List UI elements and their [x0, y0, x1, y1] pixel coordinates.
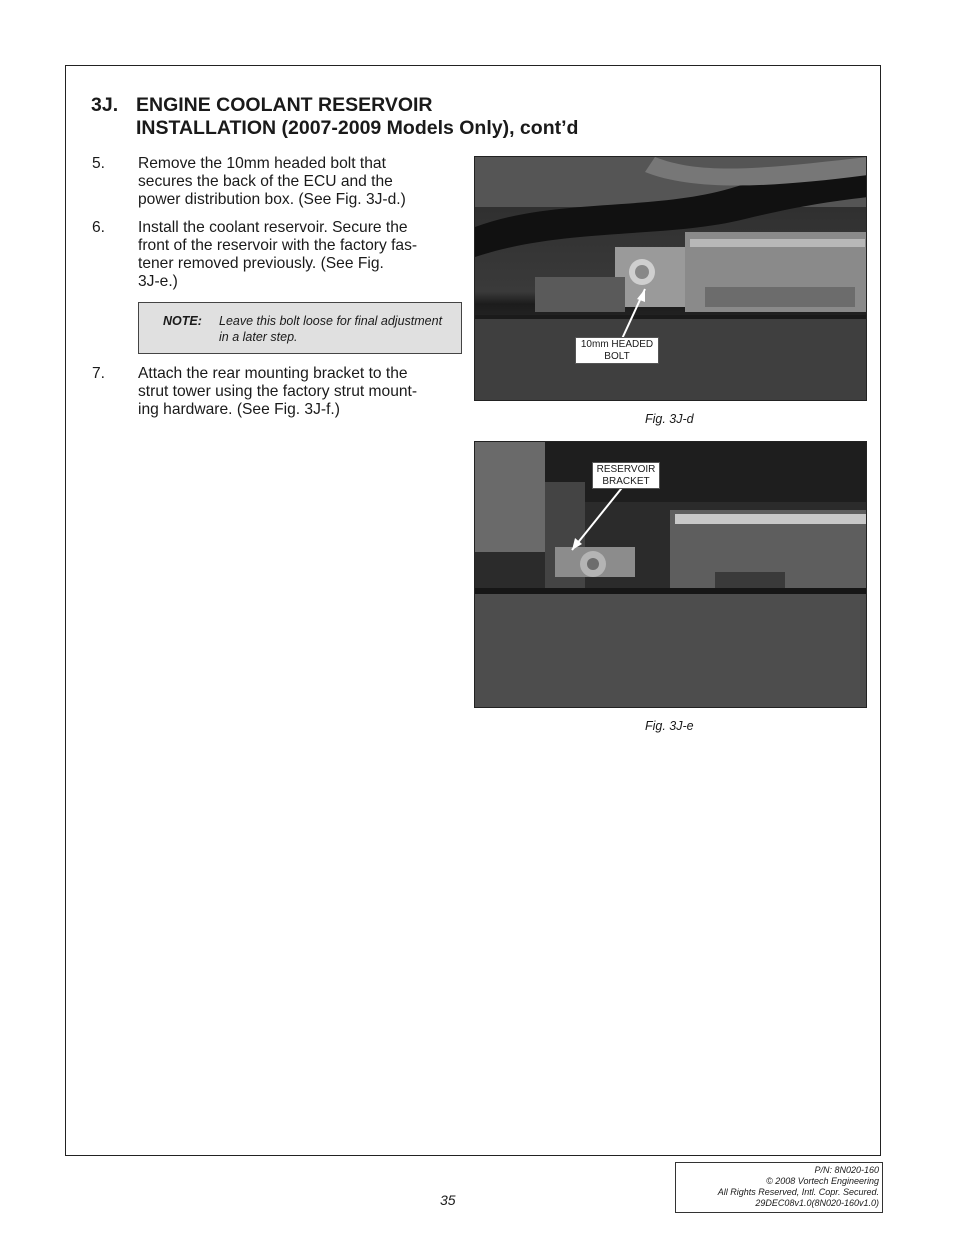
- step-line: power distribution box. (See Fig. 3J-d.): [138, 191, 406, 208]
- figure-caption: Fig. 3J-e: [645, 719, 694, 733]
- note-line: Leave this bolt loose for final adjustment: [219, 314, 443, 328]
- step-line: Install the coolant reservoir. Secure the: [138, 219, 408, 236]
- note-line: in a later step.: [219, 329, 298, 344]
- heading-line-2: INSTALLATION (2007-2009 Models Only), cont’d: [136, 117, 579, 139]
- callout-reservoir-bracket: [592, 462, 660, 489]
- step-line: 3J-e.): [138, 273, 178, 290]
- step-line: Attach the rear mounting bracket to the: [138, 365, 408, 382]
- callout-line: BOLT: [604, 350, 630, 362]
- note-text: [219, 314, 457, 345]
- step-number: 7.: [92, 365, 106, 382]
- step-line: tener removed previously. (See Fig.: [138, 255, 384, 272]
- footer-line: © 2008 Vortech Engineering: [766, 1176, 879, 1186]
- callout-10mm-headed-bolt: [575, 337, 659, 364]
- figure-caption: Fig. 3J-d: [645, 412, 694, 426]
- footer-line: P/N: 8N020-160: [814, 1165, 879, 1175]
- reservoir-bracket-photo: [475, 442, 867, 708]
- engine-bay-photo: [475, 157, 867, 401]
- footer-line: 29DEC08v1.0(8N020-160v1.0): [755, 1198, 879, 1208]
- copyright-box: [675, 1162, 883, 1213]
- heading-line-1: ENGINE COOLANT RESERVOIR: [136, 94, 433, 116]
- callout-line: RESERVOIR: [596, 464, 656, 475]
- step-line: front of the reservoir with the factory fas-: [138, 237, 418, 254]
- footer-line: All Rights Reserved, Intl. Copr. Secured.: [717, 1187, 879, 1197]
- figure-3j-e-photo: [474, 441, 867, 708]
- step-text: [138, 155, 466, 209]
- step-line: secures the back of the ECU and the: [138, 173, 393, 190]
- figure-3j-d-photo: [474, 156, 867, 401]
- step-text: [138, 365, 466, 419]
- step-text: [138, 219, 466, 291]
- section-heading: [91, 94, 578, 140]
- section-number: 3J.: [91, 94, 119, 116]
- callout-line: BRACKET: [602, 475, 650, 487]
- callout-line: 10mm HEADED: [580, 339, 654, 350]
- step-line: strut tower using the factory strut mount-: [138, 383, 418, 400]
- note-label: NOTE:: [163, 314, 202, 328]
- step-line: ing hardware. (See Fig. 3J-f.): [138, 401, 340, 418]
- note-box: [138, 302, 462, 354]
- step-number: 6.: [92, 219, 106, 236]
- step-line: Remove the 10mm headed bolt that: [138, 155, 386, 172]
- page-number: 35: [440, 1192, 456, 1208]
- step-number: 5.: [92, 155, 106, 172]
